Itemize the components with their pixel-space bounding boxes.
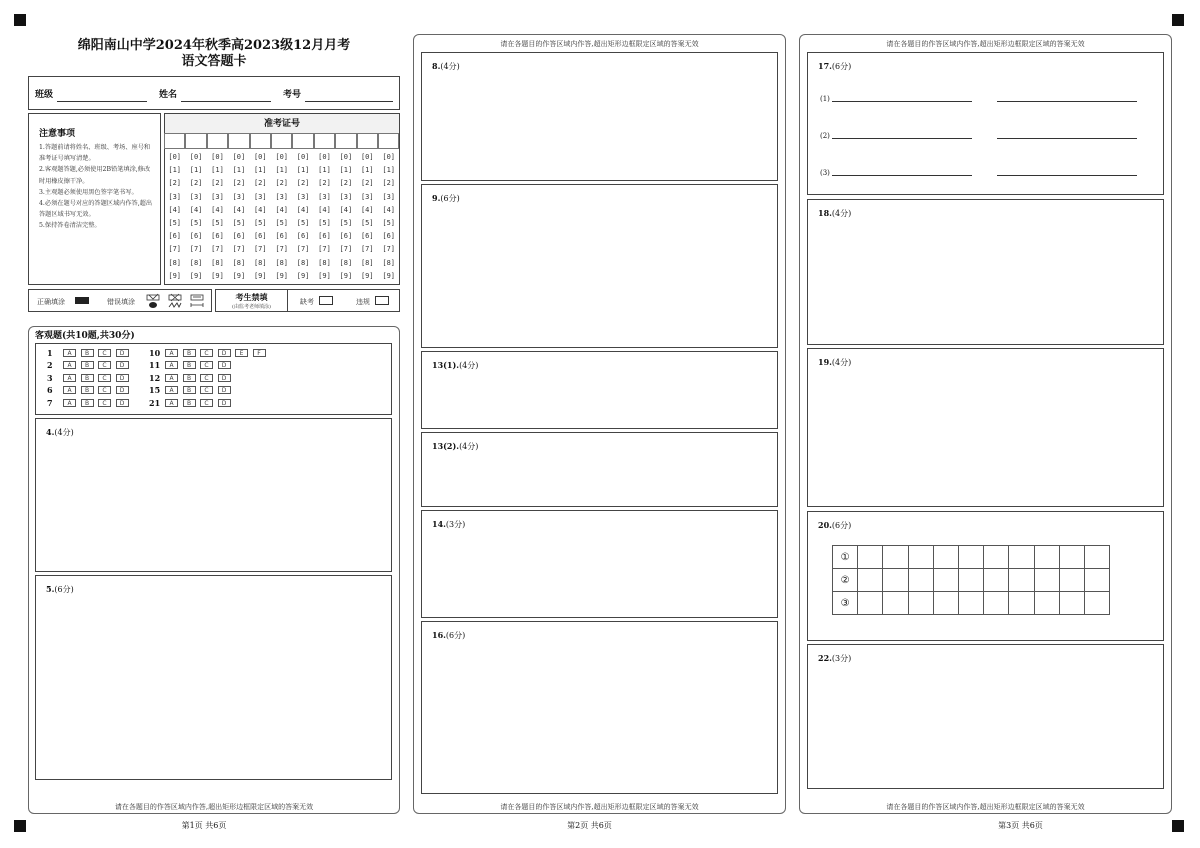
- forbidden-box: [215, 289, 400, 312]
- notice-list: [39, 142, 155, 232]
- absent-checkbox[interactable]: [319, 296, 333, 305]
- exam-id-digit-bubble[interactable]: [3]: [318, 192, 331, 201]
- exam-id-digit-bubble[interactable]: [0]: [318, 153, 331, 161]
- q20-grid-cell[interactable]: [984, 592, 1009, 615]
- choice-option-bubble[interactable]: D: [218, 349, 231, 357]
- choice-option-bubble[interactable]: A: [165, 374, 178, 382]
- exam-id-digit-bubble[interactable]: [9]: [275, 271, 289, 280]
- exam-id-digit-bubble[interactable]: [1]: [318, 166, 331, 175]
- exam-id-digit-bubble[interactable]: [9]: [232, 271, 246, 280]
- exam-id-digit-bubble[interactable]: [8]: [339, 258, 353, 267]
- exam-id-digit-bubble[interactable]: [7]: [232, 245, 246, 254]
- choice-question-number: 10: [149, 348, 161, 358]
- exam-id-digit-bubble[interactable]: [9]: [318, 271, 331, 280]
- exam-id-digit-bubble[interactable]: [8]: [360, 258, 374, 267]
- wrong-fill-label: 错误填涂: [107, 298, 135, 306]
- q20-grid-cell[interactable]: [933, 546, 958, 569]
- exam-id-digit-bubble[interactable]: [1]: [232, 166, 246, 175]
- exam-id-digit-bubble[interactable]: [5]: [253, 219, 267, 227]
- exam-id-digit-bubble[interactable]: [0]: [339, 153, 353, 161]
- exam-id-write-cell[interactable]: [271, 133, 292, 149]
- q20-grid-row: [833, 592, 1110, 615]
- page2-warning: 请在各题目的作答区域内作答,超出矩形边框限定区域的答案无效: [500, 803, 699, 811]
- choice-option-bubble[interactable]: B: [81, 349, 94, 357]
- q20-grid-cell[interactable]: [908, 546, 933, 569]
- absent-label: 缺考: [300, 298, 314, 306]
- choice-option-bubble[interactable]: E: [235, 349, 248, 357]
- exam-id-digit-bubble[interactable]: [6]: [296, 232, 310, 241]
- answer-box-q14[interactable]: [421, 510, 778, 618]
- exam-id-digit-bubble[interactable]: [5]: [296, 219, 310, 227]
- choice-question-number: 3: [47, 372, 53, 383]
- exam-id-digit-bubble[interactable]: [8]: [275, 258, 289, 267]
- exam-id-digit-bubble[interactable]: [5]: [232, 219, 246, 227]
- choice-option-bubble[interactable]: B: [183, 399, 196, 407]
- choice-option-bubble[interactable]: D: [116, 399, 129, 407]
- exam-id-write-cell[interactable]: [335, 133, 356, 149]
- exam-id-digit-bubble[interactable]: [2]: [382, 179, 396, 188]
- choice-option-bubble[interactable]: C: [200, 361, 213, 369]
- exam-id-digit-bubble[interactable]: [4]: [318, 205, 331, 214]
- choice-option-bubble[interactable]: C: [200, 374, 213, 382]
- exam-id-digit-bubble[interactable]: [5]: [189, 219, 203, 227]
- exam-id-digit-bubble[interactable]: [3]: [253, 192, 267, 201]
- q14-title: 14.(3分): [432, 519, 466, 529]
- objective-choices-box: [35, 343, 392, 415]
- exam-id-digit-bubble[interactable]: [4]: [253, 205, 267, 214]
- exam-id-digit-bubble[interactable]: [9]: [360, 271, 374, 280]
- choice-option-bubble[interactable]: C: [200, 386, 213, 394]
- exam-id-write-cell[interactable]: [250, 133, 271, 149]
- exam-id-digit-bubble[interactable]: [2]: [360, 179, 374, 188]
- exam-id-digit-bubble[interactable]: [9]: [168, 271, 182, 280]
- q17-line-3a[interactable]: [832, 175, 972, 176]
- answer-box-q22[interactable]: [807, 644, 1164, 789]
- exam-title: 绵阳南山中学2024年秋季高2023级12月月考: [77, 38, 351, 53]
- choice-question-number: 6: [47, 385, 53, 396]
- answer-box-q5[interactable]: [35, 575, 392, 780]
- q17-line-3b[interactable]: [997, 175, 1137, 176]
- exam-id-digit-bubble[interactable]: [9]: [382, 271, 396, 280]
- exam-id-digit-bubble[interactable]: [6]: [360, 232, 374, 241]
- choice-option-bubble[interactable]: D: [218, 374, 231, 382]
- choice-option-bubble[interactable]: A: [63, 374, 76, 382]
- choice-option-bubble[interactable]: C: [98, 349, 111, 357]
- q20-row-label: ①: [833, 546, 858, 569]
- student-info-box: [28, 76, 400, 110]
- exam-id-digit-bubble[interactable]: [5]: [318, 219, 331, 227]
- exam-id-digit-bubble[interactable]: [4]: [360, 205, 374, 214]
- page3-warning-top: 请在各题目的作答区域内作答,超出矩形边框限定区域的答案无效: [886, 40, 1085, 48]
- class-input-line[interactable]: [57, 101, 147, 102]
- page2-footer: 第2页 共6页: [567, 821, 612, 830]
- answer-box-q18[interactable]: [807, 199, 1164, 345]
- exam-id-digit-bubble[interactable]: [9]: [189, 271, 203, 280]
- exam-id-digit-bubble[interactable]: [3]: [382, 192, 396, 201]
- choice-option-bubble[interactable]: F: [253, 349, 266, 357]
- q17-line-1b[interactable]: [997, 101, 1137, 102]
- q13-1-title: 13(1).(4分): [432, 360, 479, 370]
- exam-id-digit-bubble[interactable]: [3]: [211, 192, 224, 201]
- q20-grid-cell[interactable]: [1059, 592, 1084, 615]
- exam-id-write-cell[interactable]: [378, 133, 399, 149]
- q22-title: 22.(3分): [818, 653, 852, 663]
- choice-option-bubble[interactable]: A: [165, 361, 178, 369]
- exam-id-digit-bubble[interactable]: [3]: [296, 192, 310, 201]
- exam-id-digit-bubble[interactable]: [5]: [382, 219, 396, 227]
- exam-id-digit-bubble[interactable]: [4]: [168, 205, 182, 214]
- notice-item: 1.答题前请将姓名、班级、考场、座号和准考证号填写清楚。: [39, 144, 151, 163]
- exam-id-digit-bubble[interactable]: [3]: [275, 192, 289, 201]
- choice-option-bubble[interactable]: C: [98, 361, 111, 369]
- choice-option-bubble[interactable]: A: [165, 399, 178, 407]
- exam-id-digit-bubble[interactable]: [6]: [253, 232, 267, 241]
- class-label: 班级: [35, 90, 54, 100]
- q20-grid-cell[interactable]: [933, 569, 958, 592]
- q20-grid-cell[interactable]: [1009, 592, 1034, 615]
- exam-id-digit-bubble[interactable]: [7]: [360, 245, 374, 254]
- choice-question-number: 11: [149, 360, 161, 371]
- choice-question-number: 15: [149, 385, 161, 396]
- choice-option-bubble[interactable]: A: [63, 349, 76, 357]
- exam-id-digit-bubble[interactable]: [5]: [168, 219, 182, 227]
- q20-grid-cell[interactable]: [984, 546, 1009, 569]
- q5-title: 5.(6分): [46, 584, 74, 594]
- exam-id-digit-bubble[interactable]: [6]: [211, 232, 224, 241]
- exam-id-digit-bubble[interactable]: [9]: [253, 271, 267, 280]
- exam-subtitle: 语文答题卡: [181, 54, 247, 69]
- q20-writing-grid: [832, 545, 1110, 615]
- q17-line-2a[interactable]: [832, 138, 972, 139]
- choice-option-bubble[interactable]: A: [63, 386, 76, 394]
- exam-id-write-cell[interactable]: [357, 133, 378, 149]
- choice-option-bubble[interactable]: D: [218, 399, 231, 407]
- exam-id-digit-bubble[interactable]: [1]: [189, 166, 203, 175]
- exam-id-digit-bubble[interactable]: [6]: [382, 232, 396, 241]
- choice-option-bubble[interactable]: D: [116, 349, 129, 357]
- exam-id-digit-bubble[interactable]: [8]: [232, 258, 246, 267]
- q16-title: 16.(6分): [432, 630, 466, 640]
- choice-option-bubble[interactable]: D: [116, 361, 129, 369]
- choice-option-bubble[interactable]: B: [81, 399, 94, 407]
- exam-id-digit-bubble[interactable]: [8]: [318, 258, 331, 267]
- exam-no-label: 考号: [283, 90, 302, 100]
- exam-id-digit-bubble[interactable]: [3]: [168, 192, 182, 201]
- choice-option-bubble[interactable]: B: [81, 386, 94, 394]
- q20-grid-cell[interactable]: [1009, 569, 1034, 592]
- exam-id-digit-bubble[interactable]: [6]: [232, 232, 246, 241]
- q17-line-1-label: (1): [820, 95, 830, 103]
- exam-id-digit-bubble[interactable]: [1]: [382, 166, 396, 175]
- q17-title: 17.(6分): [818, 61, 852, 71]
- exam-id-digit-bubble[interactable]: [2]: [168, 179, 182, 188]
- choice-option-bubble[interactable]: C: [98, 386, 111, 394]
- choice-option-bubble[interactable]: C: [98, 399, 111, 407]
- exam-id-digit-bubble[interactable]: [1]: [360, 166, 374, 175]
- exam-id-digit-bubble[interactable]: [2]: [296, 179, 310, 188]
- exam-id-digit-bubble[interactable]: [7]: [253, 245, 267, 254]
- objective-heading: 客观题(共10题,共30分): [35, 331, 135, 341]
- choice-option-bubble[interactable]: D: [218, 361, 231, 369]
- page3-footer: 第3页 共6页: [998, 821, 1043, 830]
- exam-id-digit-bubble[interactable]: [9]: [296, 271, 310, 280]
- exam-id-write-cell[interactable]: [292, 133, 313, 149]
- q20-grid-cell[interactable]: [1034, 592, 1059, 615]
- wrong-fill-samples-icon: [145, 293, 207, 309]
- q17-line-2-label: (2): [820, 132, 830, 140]
- page1-footer: 第1页 共6页: [181, 821, 227, 830]
- choice-option-bubble[interactable]: B: [183, 374, 196, 382]
- exam-id-digit-bubble[interactable]: [6]: [339, 232, 353, 241]
- exam-id-digit-bubble[interactable]: [7]: [275, 245, 289, 254]
- exam-id-digit-bubble[interactable]: [0]: [275, 153, 289, 161]
- notice-heading: 注意事项: [39, 129, 76, 139]
- q20-grid-cell[interactable]: [883, 569, 908, 592]
- exam-id-digit-bubble[interactable]: [7]: [339, 245, 353, 254]
- exam-id-digit-bubble[interactable]: [7]: [382, 245, 396, 254]
- exam-id-digit-bubble[interactable]: [2]: [232, 179, 246, 188]
- exam-id-write-cell[interactable]: [164, 133, 185, 149]
- exam-id-digit-bubble[interactable]: [3]: [232, 192, 246, 201]
- answer-box-q17[interactable]: [807, 52, 1164, 195]
- notice-box: [28, 113, 161, 285]
- q20-grid-cell[interactable]: [1084, 592, 1109, 615]
- exam-id-digit-bubble[interactable]: [9]: [211, 271, 224, 280]
- choice-option-bubble[interactable]: B: [183, 349, 196, 357]
- name-label: 姓名: [159, 90, 178, 100]
- choice-option-bubble[interactable]: C: [98, 374, 111, 382]
- q20-grid-cell[interactable]: [883, 592, 908, 615]
- choice-option-bubble[interactable]: B: [81, 374, 94, 382]
- exam-id-digit-bubble[interactable]: [8]: [253, 258, 267, 267]
- forbidden-title-cell: [216, 290, 288, 311]
- exam-id-digit-bubble[interactable]: [3]: [360, 192, 374, 201]
- answer-box-q20[interactable]: [807, 511, 1164, 641]
- choice-option-bubble[interactable]: C: [200, 349, 213, 357]
- q20-grid-cell[interactable]: [858, 569, 883, 592]
- exam-id-digit-bubble[interactable]: [0]: [382, 153, 396, 161]
- answer-box-q13-2[interactable]: [421, 432, 778, 507]
- choice-question-number: 21: [149, 397, 161, 408]
- q20-grid-cell[interactable]: [933, 592, 958, 615]
- q17-line-2b[interactable]: [997, 138, 1137, 139]
- forbidden-title: 考生禁填: [235, 292, 268, 302]
- exam-id-write-cell[interactable]: [314, 133, 335, 149]
- exam-id-digit-bubble[interactable]: [4]: [275, 205, 289, 214]
- q20-grid-cell[interactable]: [1084, 546, 1109, 569]
- choice-option-bubble[interactable]: D: [218, 386, 231, 394]
- exam-id-digit-bubble[interactable]: [4]: [296, 205, 310, 214]
- choice-option-bubble[interactable]: A: [165, 349, 178, 357]
- correct-fill-label: 正确填涂: [37, 298, 65, 306]
- q20-grid-cell[interactable]: [858, 592, 883, 615]
- answer-box-q16[interactable]: [421, 621, 778, 794]
- exam-id-digit-bubble[interactable]: [5]: [211, 219, 224, 227]
- exam-id-digit-bubble[interactable]: [1]: [275, 166, 289, 175]
- choice-option-bubble[interactable]: B: [183, 361, 196, 369]
- exam-id-digit-bubble[interactable]: [7]: [168, 245, 182, 254]
- q20-grid-row: [833, 569, 1110, 592]
- q20-title: 20.(6分): [818, 520, 852, 530]
- exam-id-write-cell[interactable]: [185, 133, 206, 149]
- exam-id-digit-bubble[interactable]: [8]: [189, 258, 203, 267]
- exam-id-digit-bubble[interactable]: [4]: [211, 205, 224, 214]
- q20-row-label: ②: [833, 569, 858, 592]
- exam-id-digit-bubble[interactable]: [0]: [189, 153, 203, 161]
- exam-id-digit-bubble[interactable]: [7]: [318, 245, 331, 254]
- q20-grid-cell[interactable]: [958, 546, 983, 569]
- exam-id-digit-bubble[interactable]: [2]: [211, 179, 224, 188]
- choice-option-bubble[interactable]: A: [165, 386, 178, 394]
- q20-grid-cell[interactable]: [1059, 569, 1084, 592]
- exam-id-digit-bubble[interactable]: [0]: [211, 153, 224, 161]
- q20-grid-cell[interactable]: [958, 592, 983, 615]
- answer-box-q8[interactable]: [421, 52, 778, 181]
- exam-id-digit-bubble[interactable]: [6]: [189, 232, 203, 241]
- q20-grid-cell[interactable]: [1034, 569, 1059, 592]
- answer-box-q9[interactable]: [421, 184, 778, 348]
- exam-id-digit-bubble[interactable]: [2]: [253, 179, 267, 188]
- exam-id-digit-bubble[interactable]: [2]: [189, 179, 203, 188]
- exam-id-digit-bubble[interactable]: [0]: [253, 153, 267, 161]
- answer-box-q4[interactable]: [35, 418, 392, 572]
- exam-id-digit-bubble[interactable]: [5]: [275, 219, 289, 227]
- corner-marker-bottom-left: [14, 820, 26, 832]
- exam-id-digit-bubble[interactable]: [0]: [232, 153, 246, 161]
- choice-option-bubble[interactable]: D: [116, 374, 129, 382]
- fill-legend-box: [28, 289, 212, 312]
- choice-question-number: 12: [149, 372, 161, 383]
- choice-option-bubble[interactable]: C: [200, 399, 213, 407]
- exam-id-digit-bubble[interactable]: [7]: [189, 245, 203, 254]
- exam-no-input-line[interactable]: [305, 101, 393, 102]
- q20-grid-cell[interactable]: [858, 546, 883, 569]
- exam-id-digit-bubble[interactable]: [0]: [296, 153, 310, 161]
- exam-id-digit-bubble[interactable]: [0]: [168, 153, 182, 161]
- exam-id-digit-bubble[interactable]: [6]: [318, 232, 331, 241]
- choice-option-bubble[interactable]: A: [63, 399, 76, 407]
- choice-option-bubble[interactable]: D: [116, 386, 129, 394]
- q20-grid-cell[interactable]: [908, 592, 933, 615]
- exam-id-digit-bubble[interactable]: [4]: [232, 205, 246, 214]
- exam-id-digit-bubble[interactable]: [1]: [296, 166, 310, 175]
- exam-id-digit-bubble[interactable]: [7]: [296, 245, 310, 254]
- exam-id-digit-bubble[interactable]: [9]: [339, 271, 353, 280]
- q4-title: 4.(4分): [46, 427, 74, 437]
- corner-marker-top-left: [14, 14, 26, 26]
- q20-grid-cell[interactable]: [1059, 546, 1084, 569]
- q19-title: 19.(4分): [818, 357, 852, 367]
- exam-id-digit-bubble[interactable]: [7]: [211, 245, 224, 254]
- exam-id-write-cell[interactable]: [207, 133, 228, 149]
- exam-id-digit-bubble[interactable]: [1]: [211, 166, 224, 175]
- exam-id-digit-bubble[interactable]: [2]: [275, 179, 289, 188]
- exam-id-heading: 准考证号: [165, 114, 399, 134]
- correct-fill-sample: [75, 297, 89, 304]
- exam-id-digit-bubble[interactable]: [4]: [189, 205, 203, 214]
- exam-id-digit-bubble[interactable]: [4]: [382, 205, 396, 214]
- exam-id-digit-bubble[interactable]: [6]: [275, 232, 289, 241]
- notice-item: 4.必须在题号对应的答题区域内作答,超出答题区域书写无效。: [39, 200, 153, 219]
- exam-id-write-cell[interactable]: [228, 133, 249, 149]
- choice-option-bubble[interactable]: B: [183, 386, 196, 394]
- q20-grid-cell[interactable]: [908, 569, 933, 592]
- exam-id-digit-bubble[interactable]: [1]: [168, 166, 182, 175]
- q20-grid-cell[interactable]: [958, 569, 983, 592]
- q20-grid-cell[interactable]: [1034, 546, 1059, 569]
- exam-id-digit-bubble[interactable]: [6]: [168, 232, 182, 241]
- q8-title: 8.(4分): [432, 61, 460, 71]
- choice-option-bubble[interactable]: A: [63, 361, 76, 369]
- exam-id-digit-bubble[interactable]: [1]: [253, 166, 267, 175]
- notice-item: 5.保持答卷清洁完整。: [39, 222, 101, 230]
- choice-question-number: 2: [47, 360, 53, 371]
- q20-grid-row: [833, 546, 1110, 569]
- q20-grid-cell[interactable]: [984, 569, 1009, 592]
- exam-id-digit-bubble[interactable]: [2]: [339, 179, 353, 188]
- q13-2-title: 13(2).(4分): [432, 441, 479, 451]
- corner-marker-top-right: [1172, 14, 1184, 26]
- q17-line-1a[interactable]: [832, 101, 972, 102]
- answer-box-q13-1[interactable]: [421, 351, 778, 429]
- violation-label: 违规: [356, 298, 370, 306]
- exam-id-digit-bubble[interactable]: [0]: [360, 153, 374, 161]
- q20-grid-cell[interactable]: [1084, 569, 1109, 592]
- q17-line-3-label: (3): [820, 169, 830, 177]
- q20-row-label: ③: [833, 592, 858, 615]
- notice-item: 2.客观题答题,必须使用2B铅笔填涂,修改时用橡皮擦干净。: [39, 166, 151, 185]
- answer-box-q19[interactable]: [807, 348, 1164, 507]
- page3-warning: 请在各题目的作答区域内作答,超出矩形边框限定区域的答案无效: [886, 803, 1085, 811]
- forbidden-subtitle: (由监考老师填涂): [232, 304, 271, 310]
- exam-id-digit-bubble[interactable]: [4]: [339, 205, 353, 214]
- exam-id-digit-bubble[interactable]: [1]: [339, 166, 353, 175]
- exam-id-digit-bubble[interactable]: [8]: [168, 258, 182, 267]
- page2-warning-top: 请在各题目的作答区域内作答,超出矩形边框限定区域的答案无效: [500, 40, 699, 48]
- q9-title: 9.(6分): [432, 193, 460, 203]
- choice-question-number: 1: [47, 348, 53, 358]
- exam-id-digit-bubble[interactable]: [3]: [339, 192, 353, 201]
- page1-warning: 请在各题目的作答区域内作答,超出矩形边框限定区域的答案无效: [114, 803, 314, 811]
- exam-id-digit-bubble[interactable]: [8]: [296, 258, 310, 267]
- exam-id-digit-bubble[interactable]: [8]: [211, 258, 224, 267]
- choice-option-bubble[interactable]: B: [81, 361, 94, 369]
- exam-id-digit-bubble[interactable]: [5]: [339, 219, 353, 227]
- violation-checkbox[interactable]: [375, 296, 389, 305]
- exam-id-digit-bubble[interactable]: [8]: [382, 258, 396, 267]
- q20-grid-cell[interactable]: [883, 546, 908, 569]
- exam-id-digit-bubble[interactable]: [2]: [318, 179, 331, 188]
- exam-id-digit-bubble[interactable]: [5]: [360, 219, 374, 227]
- choice-question-number: 7: [47, 397, 53, 408]
- q18-title: 18.(4分): [818, 208, 852, 218]
- name-input-line[interactable]: [181, 101, 271, 102]
- notice-item: 3.主观题必须使用黑色签字笔书写。: [39, 188, 138, 196]
- exam-id-digit-bubble[interactable]: [3]: [189, 192, 203, 201]
- q20-grid-cell[interactable]: [1009, 546, 1034, 569]
